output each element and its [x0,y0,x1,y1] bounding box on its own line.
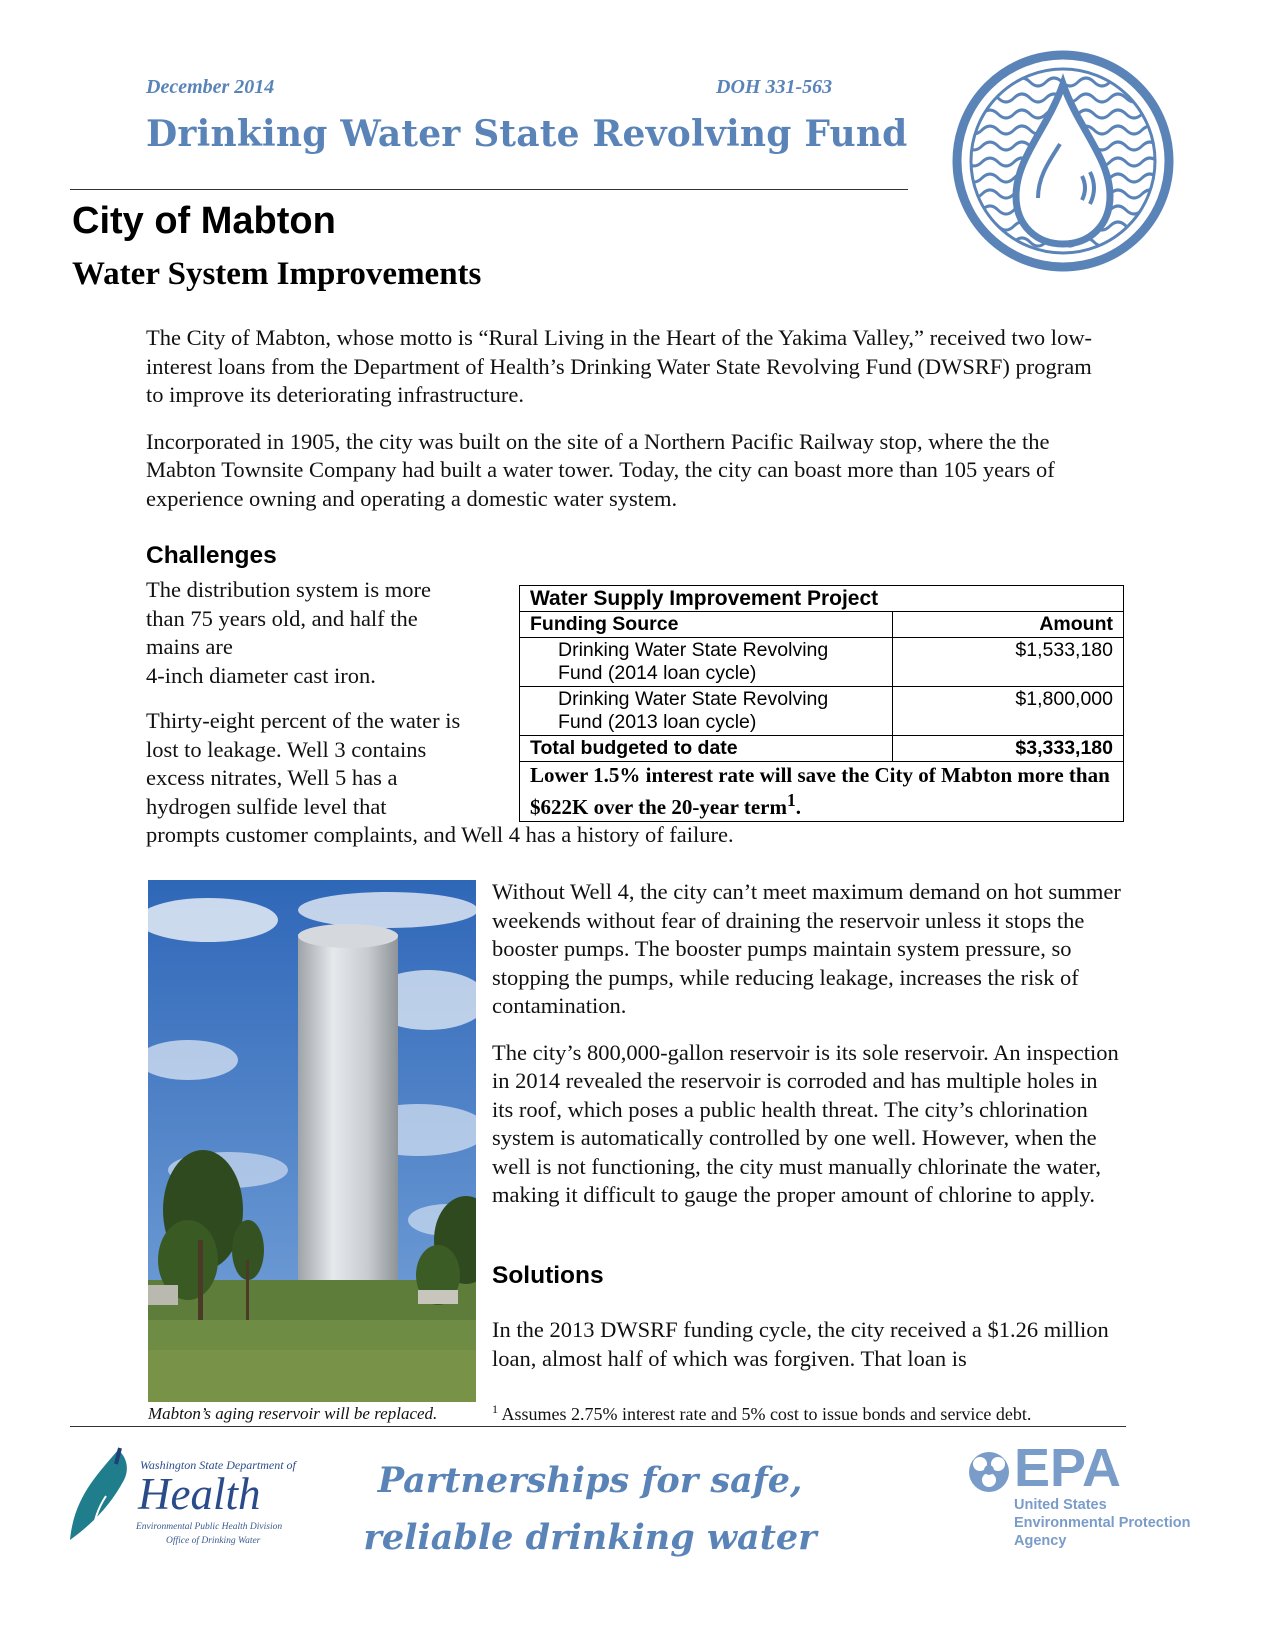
text-line: excess nitrates, Well 5 has a [146,765,398,790]
footnote-number: 1 [492,1402,498,1416]
amount-cell: $1,800,000 [893,687,1124,736]
water-tower-image [148,880,476,1402]
epa-agency-name [1014,1496,1190,1550]
table-row [520,687,1124,736]
photo-caption: Mabton’s aging reservoir will be replaced. [148,1404,438,1423]
footnote-text: Assumes 2.75% interest rate and 5% cost to issue bonds and service debt. [498,1404,1032,1424]
text-line: than 75 years old, and half the [146,605,418,631]
funding-source-cell [520,638,893,687]
total-amount: $3,333,180 [893,736,1124,762]
epa-wordmark: EPA [1014,1438,1122,1498]
leakage-paragraph [146,707,516,821]
table-row [520,638,1124,687]
table-title: Water Supply Improvement Project [520,586,1124,612]
tagline-line: Partnerships for safe, [377,1460,803,1501]
source-line: Fund (2013 loan cycle) [558,711,757,733]
reservoir-photo [148,880,476,1402]
epa-logo [966,1438,1196,1556]
doh-name: Health [138,1469,261,1519]
footer-tagline [330,1452,850,1566]
text-line: Thirty-eight percent of the water is [146,708,461,733]
note-row [520,762,1124,822]
savings-note-text: Lower 1.5% interest rate will save the City of Mabton more than $622K over the 20-year term [530,763,1110,819]
source-line: Drinking Water State Revolving [558,639,829,661]
funding-table [519,585,1124,822]
page-subtitle: Water System Improvements [72,256,482,292]
source-line: Fund (2014 loan cycle) [558,662,757,684]
footer-divider [70,1426,1126,1427]
solutions-heading: Solutions [492,1262,604,1289]
table-title-row [520,586,1124,612]
savings-note-end: . [795,795,801,819]
water-drop-logo-icon [950,48,1176,274]
challenges-heading: Challenges [146,542,277,569]
table-header-row [520,612,1124,638]
epa-flower-icon [966,1450,1012,1494]
intro-paragraph: The City of Mabton, whose motto is “Rural Living in the Heart of the Yakima Valley,” received two low-interest loans from the Department of Health’s Drinking Water State Revolving Fund (DWSRF) program to improve its deteriorating infrastructure. [146,325,1093,407]
amount-cell: $1,533,180 [893,638,1124,687]
doh-office-line: Office of Drinking Water [166,1536,261,1546]
doh-logo [66,1440,306,1570]
doh-agency-line: Washington State Department of [140,1458,296,1472]
well-paragraph: Without Well 4, the city can’t meet maximum demand on hot summer weekends without fear of draining the reservoir unless it stops the booster pumps. The booster pumps maintain system pressure, so stopping the pumps, while reducing leakage, increases the risk of contamination. [492,879,1121,1018]
epa-line: Environmental Protection [1014,1515,1191,1531]
column-header-source: Funding Source [520,612,893,638]
footnote-marker: 1 [786,790,796,810]
challenges-paragraph [146,576,516,690]
reservoir-paragraph: The city’s 800,000-gallon reservoir is its sole reservoir. An inspection in 2014 revealed the reservoir is corroded and has multiple holes in its roof, which poses a public health threat. The city’s chlorination system is automatically controlled by one well. However, when the well is not functioning, the city must manually chlorinate the water, making it difficult to gauge the proper amount of chlorine to apply. [492,1039,1119,1207]
intro-section [146,324,1106,531]
doh-division-line: Environmental Public Health Division [136,1522,283,1532]
text-line: mains are [146,634,233,659]
text-line: The distribution system is more [146,577,431,602]
savings-note [520,762,1124,822]
funding-source-cell [520,687,893,736]
text-line: hydrogen sulfide level that [146,793,387,819]
total-row [520,736,1124,762]
right-column-text [492,878,1122,1228]
solutions-paragraph: In the 2013 DWSRF funding cycle, the city received a $1.26 million loan, almost half of which was forgiven. That loan is [492,1317,1109,1371]
column-header-amount: Amount [893,612,1124,638]
page-title: City of Mabton [72,200,336,242]
text-line: lost to leakage. Well 3 contains [146,736,427,762]
date-label: December 2014 [146,76,275,98]
doc-number: DOH 331-563 [716,76,833,98]
footnote [492,1402,1031,1425]
total-label: Total budgeted to date [520,736,893,762]
intro-paragraph: Incorporated in 1905, the city was built on the site of a Northern Pacific Railway stop, where the the Mabton Townsite Company had built a water tower. Today, the city can boast more than 105 years of experience owning and operating a domestic water system. [146,428,1055,511]
leaf-icon [66,1446,146,1546]
epa-line: United States [1014,1497,1107,1513]
source-line: Drinking Water State Revolving [558,688,829,710]
text-line: 4-inch diameter cast iron. [146,662,376,688]
program-title: Drinking Water State Revolving Fund [146,113,908,155]
leakage-paragraph-tail: prompts customer complaints, and Well 4 has a history of failure. [146,822,734,847]
epa-line: Agency [1014,1533,1067,1549]
tagline-line: reliable drinking water [363,1517,817,1558]
header-divider [70,189,908,190]
